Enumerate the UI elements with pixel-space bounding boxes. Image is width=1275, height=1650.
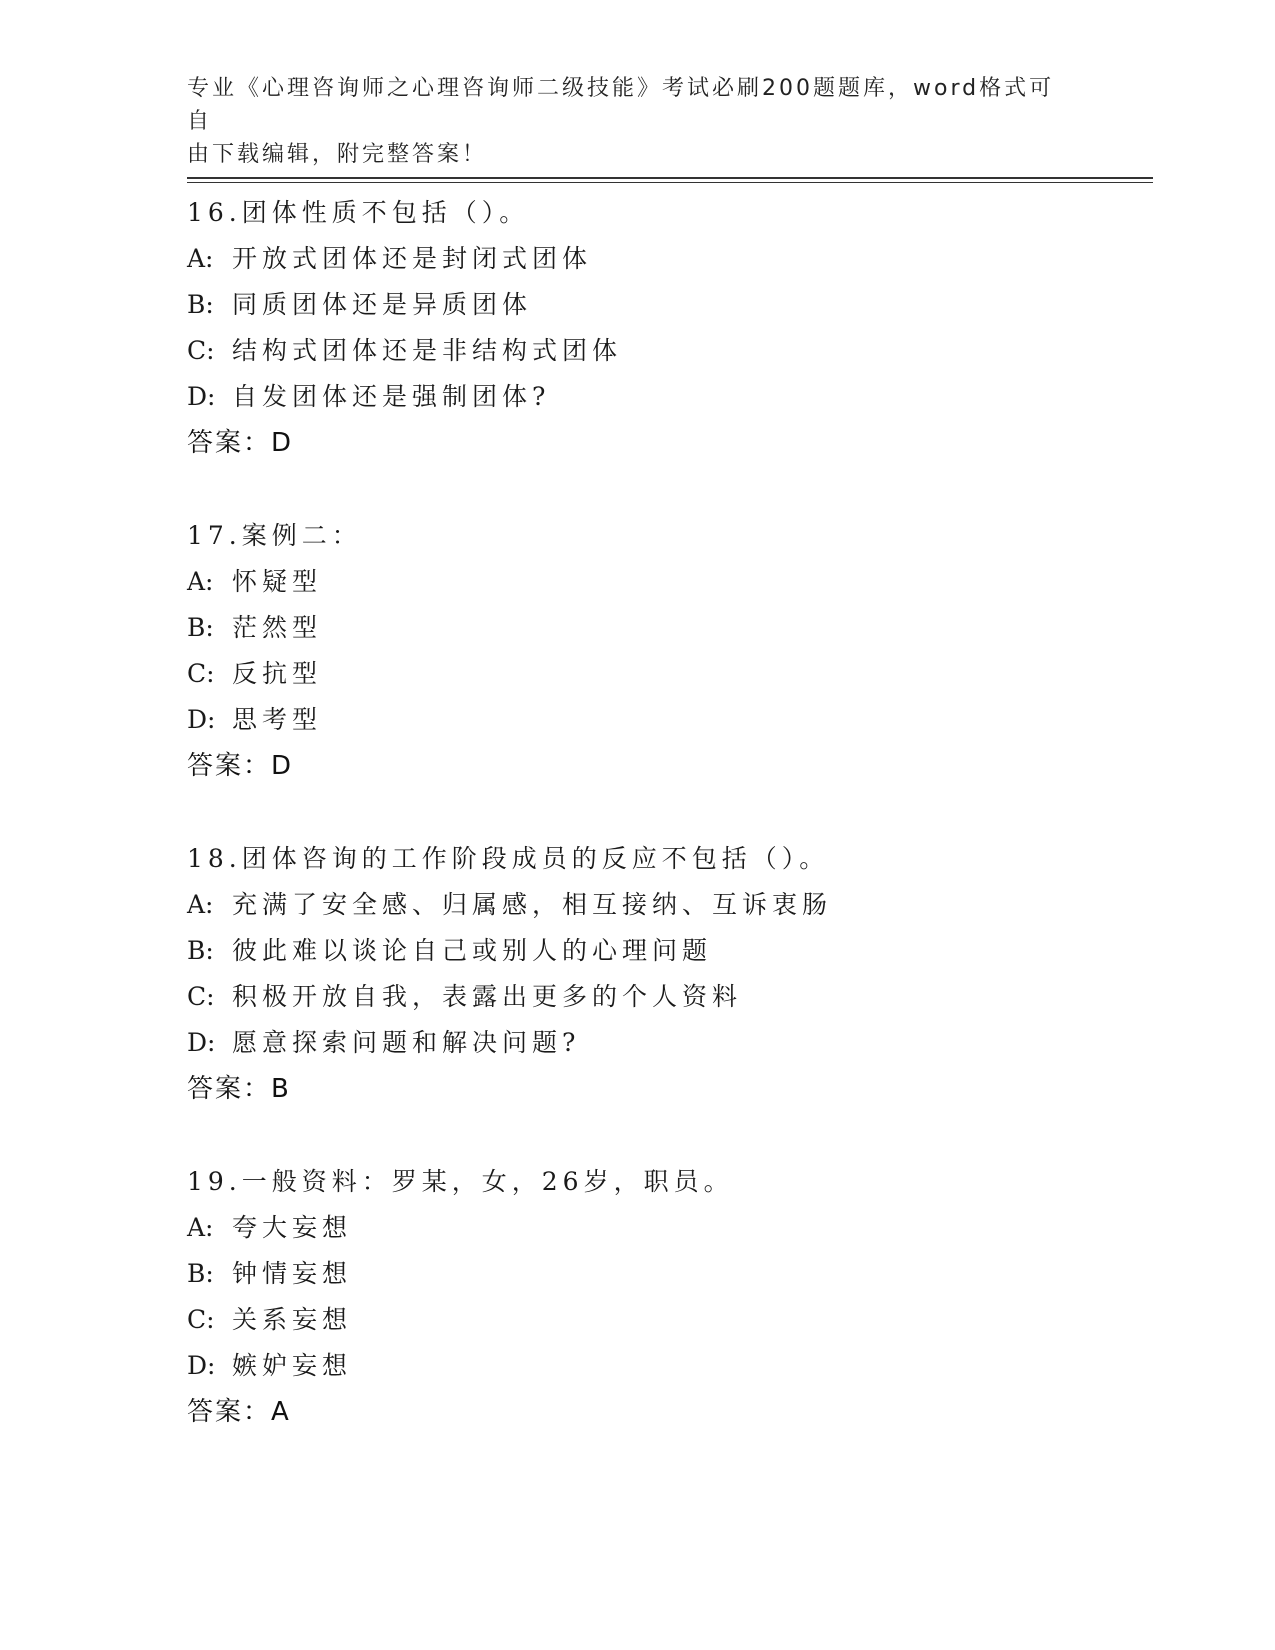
option-text: 开放式团体还是封闭式团体 [232,244,593,273]
option-key: D: [187,705,216,734]
answer-line: 答案：D [187,428,294,458]
option-b [187,928,1147,974]
option-key: B: [187,290,214,319]
header-line-1: 专业《心理咨询师之心理咨询师二级技能》考试必刷200题题库，word格式可自 [187,76,1055,134]
option-key: D: [187,1351,216,1380]
option-key: A: [187,1213,214,1242]
option-text: 积极开放自我，表露出更多的个人资料 [232,982,743,1011]
option-text: 同质团体还是异质团体 [232,290,533,319]
option-c [187,651,1147,697]
option-key: A: [187,244,214,273]
header-divider-thick [187,177,1153,179]
option-c [187,328,1147,374]
option-text: 彼此难以谈论自己或别人的心理问题 [232,936,713,965]
question-19 [187,1159,1147,1435]
option-d [187,1343,1147,1389]
option-text: 愿意探索问题和解决问题? [232,1028,581,1057]
option-key: A: [187,567,214,596]
option-key: D: [187,1028,216,1057]
option-key: C: [187,336,215,365]
option-key: C: [187,659,215,688]
option-text: 茫然型 [232,613,323,642]
question-list [187,190,1147,1482]
option-text: 夸大妄想 [232,1213,353,1242]
answer-line: 答案：D [187,751,294,781]
option-d [187,1020,1147,1066]
option-a [187,882,1147,928]
option-key: C: [187,1305,215,1334]
header-line-2: 由下载编辑，附完整答案！ [187,142,488,167]
option-key: A: [187,890,214,919]
option-text: 思考型 [232,705,323,734]
option-b [187,605,1147,651]
question-stem: 18.团体咨询的工作阶段成员的反应不包括（）。 [187,844,830,873]
option-text: 反抗型 [232,659,323,688]
question-stem: 16.团体性质不包括（）。 [187,198,530,227]
option-a [187,236,1147,282]
option-a [187,1205,1147,1251]
option-key: B: [187,613,214,642]
option-b [187,282,1147,328]
option-key: D: [187,382,216,411]
question-16 [187,190,1147,466]
option-text: 结构式团体还是非结构式团体 [232,336,623,365]
option-a [187,559,1147,605]
option-key: B: [187,936,214,965]
option-text: 自发团体还是强制团体? [232,382,551,411]
option-key: B: [187,1259,214,1288]
option-text: 关系妄想 [232,1305,353,1334]
option-text: 充满了安全感、归属感，相互接纳、互诉衷肠 [232,890,833,919]
header-divider-thin [187,182,1153,183]
document-header [187,72,1067,171]
option-c [187,974,1147,1020]
option-text: 怀疑型 [232,567,323,596]
option-c [187,1297,1147,1343]
option-key: C: [187,982,215,1011]
option-text: 钟情妄想 [232,1259,353,1288]
option-b [187,1251,1147,1297]
option-d [187,374,1147,420]
question-stem: 17.案例二： [187,521,362,550]
option-d [187,697,1147,743]
option-text: 嫉妒妄想 [232,1351,353,1380]
question-17 [187,513,1147,789]
question-18 [187,836,1147,1112]
answer-line: 答案：A [187,1397,291,1427]
question-stem: 19.一般资料：罗某，女，26岁，职员。 [187,1167,734,1196]
answer-line: 答案：B [187,1074,291,1104]
